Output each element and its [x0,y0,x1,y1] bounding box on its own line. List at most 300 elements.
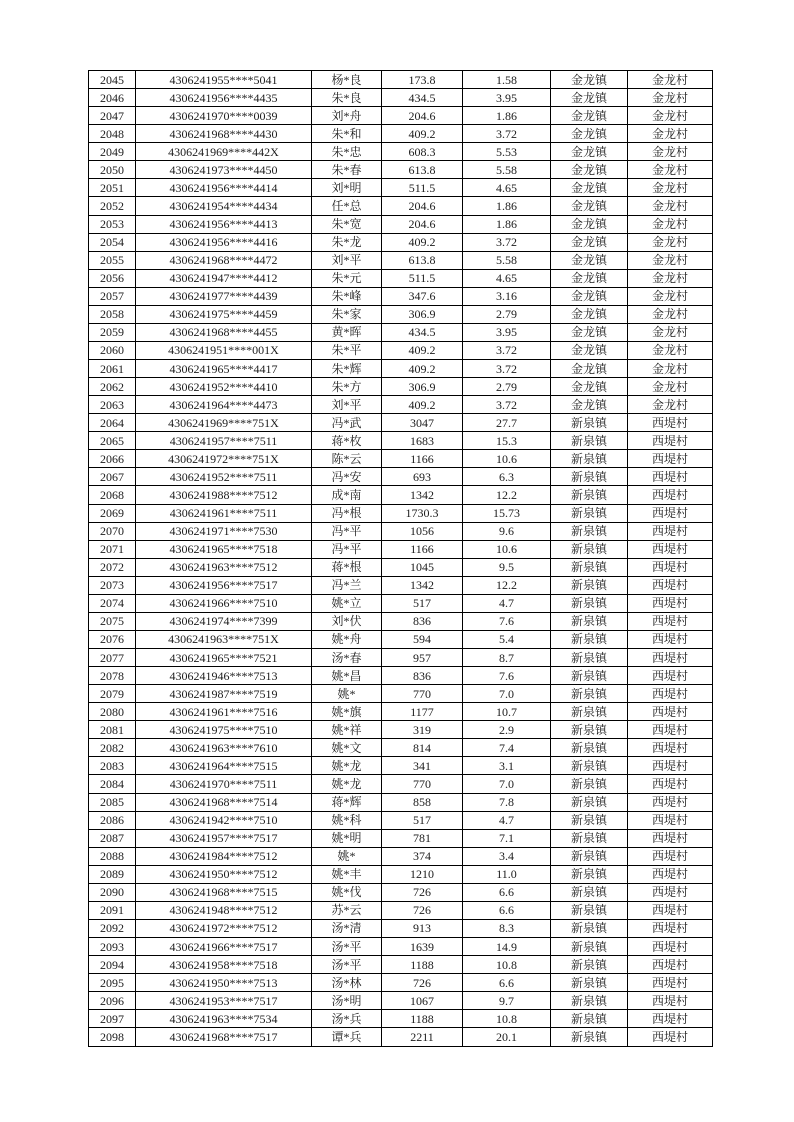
cell-value1: 613.8 [382,251,463,269]
cell-id-number: 4306241957****7511 [136,432,312,450]
cell-serial-number: 2055 [89,251,136,269]
cell-id-number: 4306241951****001X [136,341,312,359]
cell-town: 新泉镇 [551,883,628,901]
cell-value2: 7.6 [463,667,551,685]
cell-id-number: 4306241946****7513 [136,667,312,685]
cell-village: 金龙村 [628,161,713,179]
cell-person-name: 姚*旗 [312,703,382,721]
cell-village: 西堤村 [628,486,713,504]
cell-value1: 836 [382,667,463,685]
cell-town: 新泉镇 [551,739,628,757]
cell-id-number: 4306241958****7518 [136,956,312,974]
cell-town: 新泉镇 [551,685,628,703]
cell-person-name: 朱*龙 [312,233,382,251]
cell-id-number: 4306241965****4417 [136,360,312,378]
cell-village: 西堤村 [628,974,713,992]
cell-id-number: 4306241953****7517 [136,992,312,1010]
cell-value2: 3.1 [463,757,551,775]
cell-id-number: 4306241952****7511 [136,468,312,486]
cell-serial-number: 2046 [89,89,136,107]
cell-person-name: 朱*宽 [312,215,382,233]
cell-value2: 1.86 [463,215,551,233]
table-row [89,1028,713,1047]
cell-village: 金龙村 [628,233,713,251]
cell-value1: 726 [382,901,463,919]
cell-person-name: 汤*春 [312,649,382,667]
cell-person-name: 姚*昌 [312,667,382,685]
cell-serial-number: 2045 [89,71,136,89]
cell-id-number: 4306241965****7521 [136,649,312,667]
cell-person-name: 蒋*根 [312,558,382,576]
table-row [89,396,713,414]
cell-serial-number: 2063 [89,396,136,414]
cell-value2: 10.8 [463,1010,551,1028]
cell-serial-number: 2082 [89,739,136,757]
cell-person-name: 冯*安 [312,468,382,486]
table-row [89,468,713,486]
cell-id-number: 4306241968****7517 [136,1028,312,1047]
cell-village: 西堤村 [628,1028,713,1047]
cell-town: 新泉镇 [551,468,628,486]
cell-value2: 5.4 [463,630,551,648]
cell-value1: 347.6 [382,287,463,305]
cell-town: 金龙镇 [551,287,628,305]
cell-value1: 409.2 [382,233,463,251]
cell-serial-number: 2053 [89,215,136,233]
cell-id-number: 4306241972****7512 [136,919,312,937]
cell-value1: 957 [382,649,463,667]
cell-value2: 7.0 [463,775,551,793]
cell-value1: 814 [382,739,463,757]
cell-value1: 1166 [382,450,463,468]
cell-person-name: 朱*忠 [312,143,382,161]
cell-value1: 434.5 [382,323,463,341]
cell-serial-number: 2096 [89,992,136,1010]
cell-town: 新泉镇 [551,703,628,721]
table-row [89,540,713,558]
table-row [89,215,713,233]
cell-town: 新泉镇 [551,576,628,594]
cell-serial-number: 2066 [89,450,136,468]
cell-town: 新泉镇 [551,432,628,450]
table-row [89,829,713,847]
cell-village: 金龙村 [628,287,713,305]
cell-village: 西堤村 [628,847,713,865]
cell-person-name: 朱*平 [312,341,382,359]
cell-id-number: 4306241970****7511 [136,775,312,793]
table-row [89,739,713,757]
cell-person-name: 姚*伐 [312,883,382,901]
cell-person-name: 姚* [312,685,382,703]
cell-value1: 511.5 [382,269,463,287]
cell-town: 新泉镇 [551,667,628,685]
cell-value1: 1730.3 [382,504,463,522]
cell-value1: 836 [382,612,463,630]
cell-village: 西堤村 [628,956,713,974]
cell-id-number: 4306241987****7519 [136,685,312,703]
cell-id-number: 4306241950****7513 [136,974,312,992]
cell-id-number: 4306241984****7512 [136,847,312,865]
cell-serial-number: 2051 [89,179,136,197]
cell-village: 西堤村 [628,865,713,883]
cell-value1: 608.3 [382,143,463,161]
cell-town: 金龙镇 [551,143,628,161]
cell-town: 金龙镇 [551,360,628,378]
cell-serial-number: 2078 [89,667,136,685]
cell-value1: 306.9 [382,378,463,396]
cell-person-name: 姚*龙 [312,757,382,775]
cell-value1: 913 [382,919,463,937]
cell-village: 金龙村 [628,71,713,89]
table-row [89,649,713,667]
cell-person-name: 朱*家 [312,305,382,323]
cell-value1: 517 [382,594,463,612]
cell-id-number: 4306241969****442X [136,143,312,161]
cell-value2: 3.72 [463,125,551,143]
table-row [89,901,713,919]
cell-town: 金龙镇 [551,125,628,143]
table-row [89,179,713,197]
table-row [89,793,713,811]
cell-value1: 409.2 [382,360,463,378]
cell-id-number: 4306241968****4472 [136,251,312,269]
table-row [89,811,713,829]
cell-value1: 781 [382,829,463,847]
table-body [89,71,713,1047]
table-row [89,269,713,287]
table-row [89,143,713,161]
cell-value2: 3.95 [463,323,551,341]
cell-id-number: 4306241954****4434 [136,197,312,215]
cell-value1: 1067 [382,992,463,1010]
cell-person-name: 姚*立 [312,594,382,612]
cell-town: 新泉镇 [551,540,628,558]
cell-id-number: 4306241975****4459 [136,305,312,323]
cell-village: 金龙村 [628,269,713,287]
cell-person-name: 汤*平 [312,938,382,956]
cell-person-name: 朱*方 [312,378,382,396]
cell-village: 西堤村 [628,721,713,739]
cell-person-name: 刘*伏 [312,612,382,630]
cell-id-number: 4306241963****7512 [136,558,312,576]
cell-value2: 6.6 [463,883,551,901]
table-row [89,305,713,323]
cell-person-name: 成*南 [312,486,382,504]
cell-serial-number: 2098 [89,1028,136,1047]
cell-serial-number: 2075 [89,612,136,630]
cell-id-number: 4306241956****7517 [136,576,312,594]
cell-village: 金龙村 [628,323,713,341]
cell-village: 金龙村 [628,107,713,125]
cell-town: 新泉镇 [551,414,628,432]
cell-town: 新泉镇 [551,522,628,540]
table-row [89,450,713,468]
cell-value2: 3.72 [463,360,551,378]
cell-serial-number: 2064 [89,414,136,432]
cell-town: 新泉镇 [551,649,628,667]
cell-value1: 1188 [382,956,463,974]
cell-serial-number: 2068 [89,486,136,504]
cell-serial-number: 2071 [89,540,136,558]
cell-village: 西堤村 [628,630,713,648]
table-row [89,919,713,937]
cell-village: 西堤村 [628,522,713,540]
cell-value1: 204.6 [382,197,463,215]
cell-value2: 15.3 [463,432,551,450]
cell-village: 西堤村 [628,883,713,901]
cell-id-number: 4306241956****4435 [136,89,312,107]
cell-value1: 1683 [382,432,463,450]
table-row [89,938,713,956]
cell-value1: 434.5 [382,89,463,107]
cell-serial-number: 2097 [89,1010,136,1028]
cell-id-number: 4306241961****7516 [136,703,312,721]
cell-town: 金龙镇 [551,197,628,215]
cell-person-name: 冯*武 [312,414,382,432]
cell-value1: 306.9 [382,305,463,323]
cell-value1: 1177 [382,703,463,721]
cell-village: 西堤村 [628,576,713,594]
cell-town: 金龙镇 [551,323,628,341]
cell-value1: 2211 [382,1028,463,1047]
cell-value1: 319 [382,721,463,739]
cell-person-name: 刘*平 [312,396,382,414]
cell-value1: 204.6 [382,107,463,125]
cell-village: 西堤村 [628,414,713,432]
cell-person-name: 汤*平 [312,956,382,974]
cell-village: 西堤村 [628,504,713,522]
cell-serial-number: 2087 [89,829,136,847]
cell-value2: 7.1 [463,829,551,847]
cell-person-name: 冯*平 [312,522,382,540]
cell-serial-number: 2048 [89,125,136,143]
cell-value1: 770 [382,685,463,703]
cell-town: 新泉镇 [551,504,628,522]
cell-value2: 3.72 [463,396,551,414]
cell-town: 金龙镇 [551,215,628,233]
cell-village: 西堤村 [628,938,713,956]
cell-id-number: 4306241963****751X [136,630,312,648]
cell-village: 西堤村 [628,901,713,919]
cell-town: 新泉镇 [551,956,628,974]
table-row [89,992,713,1010]
cell-serial-number: 2074 [89,594,136,612]
cell-value2: 5.58 [463,161,551,179]
cell-village: 金龙村 [628,197,713,215]
cell-value2: 3.95 [463,89,551,107]
cell-village: 金龙村 [628,396,713,414]
cell-value1: 173.8 [382,71,463,89]
cell-id-number: 4306241964****4473 [136,396,312,414]
cell-serial-number: 2088 [89,847,136,865]
cell-person-name: 蒋*枚 [312,432,382,450]
cell-value1: 511.5 [382,179,463,197]
cell-value2: 9.7 [463,992,551,1010]
cell-town: 金龙镇 [551,396,628,414]
cell-person-name: 蒋*辉 [312,793,382,811]
cell-town: 新泉镇 [551,847,628,865]
cell-town: 新泉镇 [551,919,628,937]
cell-person-name: 朱*元 [312,269,382,287]
cell-village: 西堤村 [628,757,713,775]
cell-person-name: 朱*春 [312,161,382,179]
cell-village: 西堤村 [628,468,713,486]
cell-person-name: 姚*龙 [312,775,382,793]
cell-town: 金龙镇 [551,233,628,251]
cell-village: 西堤村 [628,432,713,450]
cell-person-name: 汤*兵 [312,1010,382,1028]
table-row [89,703,713,721]
cell-value1: 858 [382,793,463,811]
cell-person-name: 谭*兵 [312,1028,382,1047]
cell-village: 金龙村 [628,360,713,378]
table-row [89,612,713,630]
cell-id-number: 4306241963****7610 [136,739,312,757]
cell-id-number: 4306241948****7512 [136,901,312,919]
cell-village: 西堤村 [628,739,713,757]
cell-value1: 517 [382,811,463,829]
cell-town: 新泉镇 [551,811,628,829]
cell-person-name: 朱*峰 [312,287,382,305]
cell-value2: 7.4 [463,739,551,757]
cell-id-number: 4306241950****7512 [136,865,312,883]
cell-value1: 1342 [382,486,463,504]
cell-value2: 20.1 [463,1028,551,1047]
table-row [89,721,713,739]
cell-town: 新泉镇 [551,1028,628,1047]
cell-person-name: 姚*明 [312,829,382,847]
cell-village: 西堤村 [628,685,713,703]
table-row [89,630,713,648]
cell-serial-number: 2060 [89,341,136,359]
cell-value2: 1.86 [463,107,551,125]
cell-value1: 374 [382,847,463,865]
cell-serial-number: 2059 [89,323,136,341]
cell-village: 西堤村 [628,919,713,937]
cell-value2: 7.0 [463,685,551,703]
cell-serial-number: 2049 [89,143,136,161]
cell-town: 新泉镇 [551,901,628,919]
cell-value2: 10.6 [463,450,551,468]
table-row [89,125,713,143]
cell-town: 金龙镇 [551,89,628,107]
table-row [89,974,713,992]
cell-id-number: 4306241956****4414 [136,179,312,197]
cell-town: 金龙镇 [551,269,628,287]
cell-village: 西堤村 [628,540,713,558]
table-row [89,251,713,269]
cell-id-number: 4306241975****7510 [136,721,312,739]
cell-person-name: 朱*良 [312,89,382,107]
cell-id-number: 4306241968****4455 [136,323,312,341]
cell-value2: 2.9 [463,721,551,739]
cell-value2: 11.0 [463,865,551,883]
cell-town: 新泉镇 [551,1010,628,1028]
cell-village: 金龙村 [628,89,713,107]
cell-person-name: 冯*平 [312,540,382,558]
cell-serial-number: 2092 [89,919,136,937]
table-row [89,287,713,305]
cell-value2: 8.7 [463,649,551,667]
cell-id-number: 4306241971****7530 [136,522,312,540]
cell-value1: 409.2 [382,341,463,359]
cell-value2: 12.2 [463,576,551,594]
cell-serial-number: 2083 [89,757,136,775]
cell-value1: 409.2 [382,125,463,143]
cell-value1: 204.6 [382,215,463,233]
cell-value2: 4.65 [463,179,551,197]
cell-value1: 1045 [382,558,463,576]
cell-village: 西堤村 [628,612,713,630]
cell-serial-number: 2070 [89,522,136,540]
cell-serial-number: 2072 [89,558,136,576]
cell-serial-number: 2062 [89,378,136,396]
cell-id-number: 4306241973****4450 [136,161,312,179]
cell-person-name: 冯*兰 [312,576,382,594]
cell-value2: 5.58 [463,251,551,269]
cell-village: 金龙村 [628,341,713,359]
cell-serial-number: 2094 [89,956,136,974]
table-row [89,233,713,251]
cell-serial-number: 2067 [89,468,136,486]
cell-town: 新泉镇 [551,938,628,956]
cell-serial-number: 2085 [89,793,136,811]
cell-value2: 7.8 [463,793,551,811]
cell-town: 新泉镇 [551,558,628,576]
cell-value2: 3.72 [463,341,551,359]
cell-village: 金龙村 [628,179,713,197]
cell-value2: 10.6 [463,540,551,558]
cell-id-number: 4306241965****7518 [136,540,312,558]
cell-value2: 3.16 [463,287,551,305]
cell-id-number: 4306241974****7399 [136,612,312,630]
cell-person-name: 刘*平 [312,251,382,269]
cell-person-name: 姚*文 [312,739,382,757]
cell-town: 金龙镇 [551,305,628,323]
cell-id-number: 4306241957****7517 [136,829,312,847]
cell-id-number: 4306241966****7510 [136,594,312,612]
cell-value2: 4.65 [463,269,551,287]
cell-town: 新泉镇 [551,612,628,630]
cell-person-name: 汤*林 [312,974,382,992]
cell-value2: 27.7 [463,414,551,432]
cell-value2: 6.6 [463,901,551,919]
cell-serial-number: 2065 [89,432,136,450]
cell-village: 金龙村 [628,251,713,269]
cell-village: 金龙村 [628,378,713,396]
cell-person-name: 姚*祥 [312,721,382,739]
table-row [89,847,713,865]
cell-village: 西堤村 [628,811,713,829]
cell-id-number: 4306241955****5041 [136,71,312,89]
table-row [89,522,713,540]
cell-id-number: 4306241942****7510 [136,811,312,829]
cell-town: 金龙镇 [551,161,628,179]
cell-town: 新泉镇 [551,757,628,775]
cell-town: 新泉镇 [551,450,628,468]
cell-serial-number: 2061 [89,360,136,378]
table-row [89,414,713,432]
cell-value1: 1188 [382,1010,463,1028]
cell-village: 金龙村 [628,143,713,161]
cell-id-number: 4306241966****7517 [136,938,312,956]
cell-serial-number: 2058 [89,305,136,323]
cell-village: 西堤村 [628,992,713,1010]
cell-town: 金龙镇 [551,251,628,269]
cell-serial-number: 2084 [89,775,136,793]
cell-serial-number: 2054 [89,233,136,251]
cell-town: 新泉镇 [551,865,628,883]
